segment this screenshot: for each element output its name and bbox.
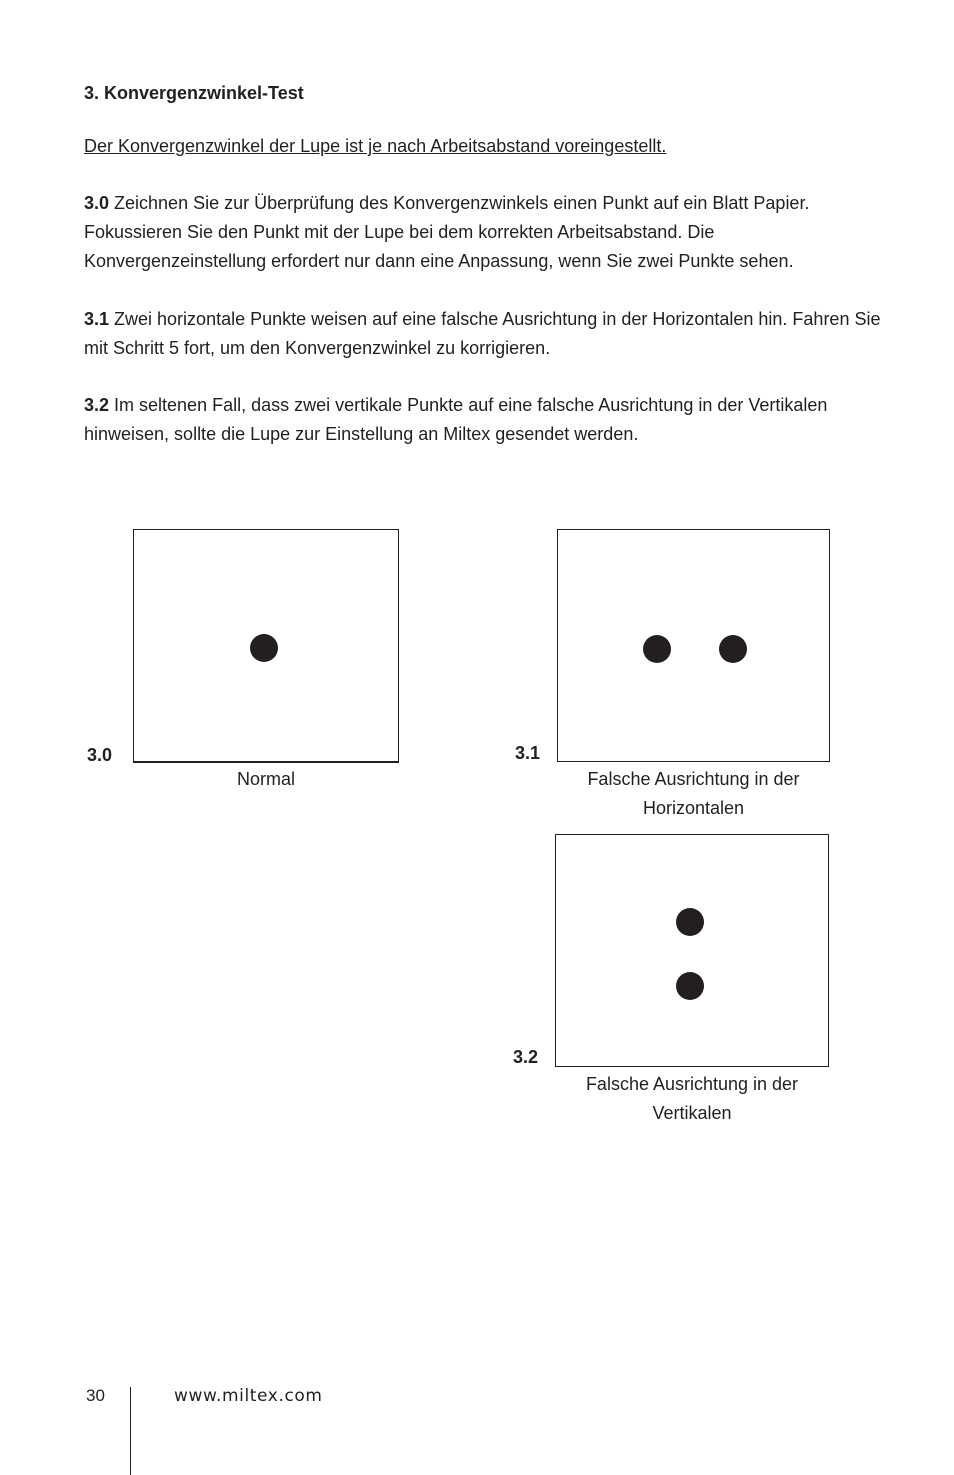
paragraph-3-1 — [84, 305, 884, 363]
figure-number-3-2: 3.2 — [513, 1047, 539, 1067]
figure-box-vertical — [555, 834, 829, 1067]
caption-line: Horizontalen — [642, 798, 745, 818]
paragraph-3-2 — [84, 391, 884, 449]
paragraph-number: 3.2 — [84, 395, 110, 415]
footer-url: www.miltex.com — [174, 1386, 323, 1406]
figure-box-horizontal — [557, 529, 830, 762]
figure-caption-3-1 — [557, 765, 830, 823]
page-number: 30 — [86, 1386, 105, 1405]
bottom-dot — [676, 972, 704, 1000]
top-dot — [676, 908, 704, 936]
caption-line: Falsche Ausrichtung in der — [585, 1074, 799, 1094]
left-dot — [643, 635, 671, 663]
figure-number-3-0: 3.0 — [87, 745, 113, 765]
paragraph-text: Zeichnen Sie zur Überprüfung des Konvergenzwinkels einen Punkt auf ein Blatt Papier. Fokussieren Sie den Punkt mit der Lupe bei dem korrekten Arbeitsabstand. Die Konvergenzeinstellung erfordert nur dann eine Anpassung, wenn Sie zwei Punkte sehen. — [84, 193, 810, 271]
figure-number-3-1: 3.1 — [515, 743, 541, 763]
paragraph-number: 3.1 — [84, 309, 110, 329]
paragraph-3-0 — [84, 189, 884, 276]
figure-box-normal — [133, 529, 399, 763]
caption-line: Falsche Ausrichtung in der — [587, 769, 800, 789]
intro-text: Der Konvergenzwinkel der Lupe ist je nach Arbeitsabstand voreingestellt. — [84, 136, 667, 156]
single-dot — [250, 634, 278, 662]
right-dot — [719, 635, 747, 663]
caption-line: Normal — [236, 769, 295, 789]
paragraph-number: 3.0 — [84, 193, 110, 213]
paragraph-text: Zwei horizontale Punkte weisen auf eine falsche Ausrichtung in der Horizontalen hin. Fahren Sie mit Schritt 5 fort, um den Konvergenzwinkel zu korrigieren. — [84, 309, 881, 358]
footer-divider — [130, 1387, 131, 1475]
section-heading: 3. Konvergenzwinkel-Test — [84, 83, 304, 103]
paragraph-text: Im seltenen Fall, dass zwei vertikale Punkte auf eine falsche Ausrichtung in der Vertikalen hinweisen, sollte die Lupe zur Einstellung an Miltex gesendet werden. — [84, 395, 828, 444]
caption-line: Vertikalen — [652, 1103, 732, 1123]
figure-caption-3-2 — [555, 1070, 829, 1128]
figure-caption-3-0 — [133, 765, 399, 794]
